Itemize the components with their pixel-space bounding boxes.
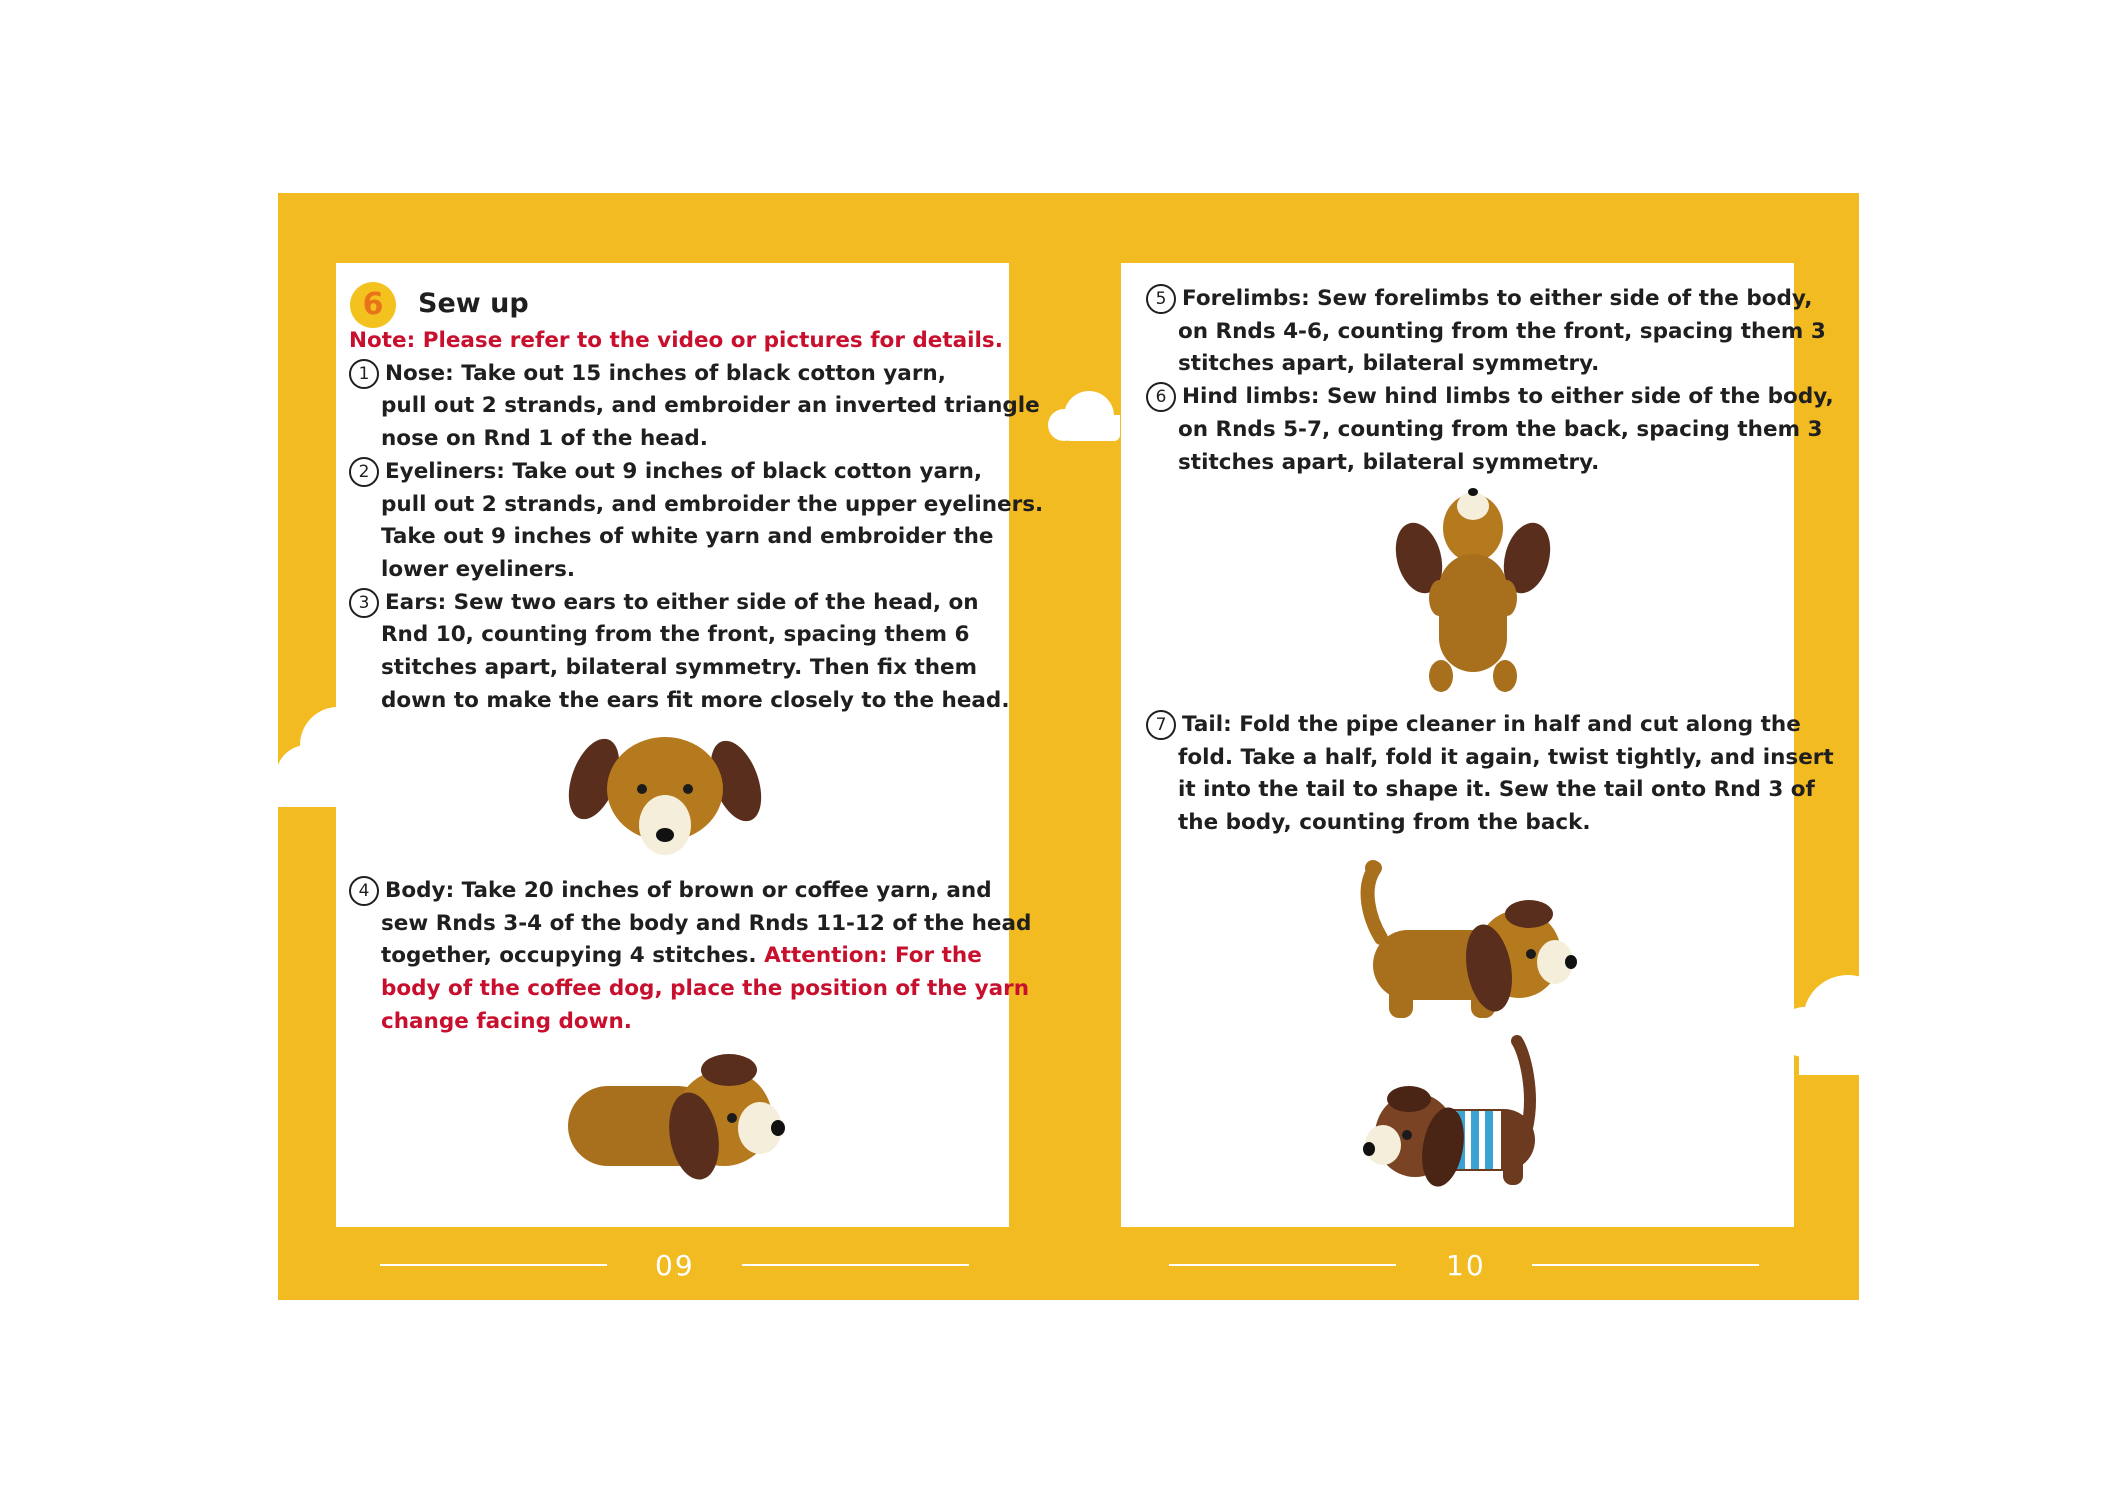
right-instructions-tail: 7 Tail: Fold the pipe cleaner in half and cut along the fold. Take a half, fold it again, twist tightly, and insert it into the tail to shape it. Sew the tail onto Rnd 3 of the body, counting from the back. xyxy=(1146,709,1834,840)
footer-divider-right-a xyxy=(1169,1264,1396,1266)
footer-divider-left-a xyxy=(380,1264,607,1266)
step-circle-number: 2 xyxy=(349,457,379,487)
instruction-item: 1 Nose: Take out 15 inches of black cotton yarn, xyxy=(349,358,1043,391)
instruction-item: 3 Ears: Sew two ears to either side of the head, on xyxy=(349,587,1043,620)
step-circle-number: 3 xyxy=(349,588,379,618)
dog-top-view-photo xyxy=(1393,488,1553,698)
left-instructions: Note: Please refer to the video or pictures for details. 1 Nose: Take out 15 inches of black cotton yarn, pull out 2 strands, and embroider an inverted triangle nose on Rnd 1 of the head. 2 Eyeliners: Take out 9 inches of black cotton yarn, pull out 2 strands, and embroider the upper eyeliners. Take out 9 inches of white yarn and embroider the lower eyeliners. 3 Ears: Sew two ears to either side of the head, on Rnd 10, counting from the front, spacing them 6 stitches apart, bilateral symmetry. Then fix them down to make the ears fit more closely to the head. xyxy=(349,325,1043,717)
dog-finished-coffee-photo xyxy=(1357,1033,1557,1213)
booklet-spread xyxy=(278,193,1859,1300)
left-page xyxy=(336,263,1044,1227)
dog-head-body-photo xyxy=(564,1048,814,1198)
instruction-item: 2 Eyeliners: Take out 9 inches of black cotton yarn, xyxy=(349,456,1043,489)
step-circle-number: 5 xyxy=(1146,284,1176,314)
page-number-right: 10 xyxy=(1446,1249,1486,1282)
step-circle-number: 6 xyxy=(1146,382,1176,412)
footer-divider-right-b xyxy=(1532,1264,1759,1266)
instruction-item: 6 Hind limbs: Sew hind limbs to either side of the body, xyxy=(1146,381,1834,414)
step-title: Sew up xyxy=(418,288,529,319)
instruction-item: 4 Body: Take 20 inches of brown or coffee yarn, and xyxy=(349,875,1031,908)
right-instructions: 5 Forelimbs: Sew forelimbs to either side of the body, on Rnds 4-6, counting from the front, spacing them 3 stitches apart, bilateral symmetry. 6 Hind limbs: Sew hind limbs to either side of the body, on Rnds 5-7, counting from the back, spacing them 3 stitches apart, bilateral symmetry. xyxy=(1146,283,1834,479)
dog-head-photo xyxy=(564,729,764,859)
dog-finished-brown-photo xyxy=(1351,858,1591,1038)
step-number-badge: 6 xyxy=(350,282,396,328)
step-circle-number: 7 xyxy=(1146,710,1176,740)
left-instructions-body: 4 Body: Take 20 inches of brown or coffee yarn, and sew Rnds 3-4 of the body and Rnds 11-12 of the head together, occupying 4 stitches. Attention: For the body of the coffee dog, place the position of the yarn change facing down. xyxy=(349,875,1031,1039)
step-circle-number: 1 xyxy=(349,359,379,389)
instruction-item: 5 Forelimbs: Sew forelimbs to either side of the body, xyxy=(1146,283,1834,316)
step-circle-number: 4 xyxy=(349,876,379,906)
page-number-left: 09 xyxy=(655,1249,695,1282)
footer-divider-left-b xyxy=(742,1264,969,1266)
instruction-item: 7 Tail: Fold the pipe cleaner in half and cut along the xyxy=(1146,709,1834,742)
right-page xyxy=(1121,263,1834,1227)
note-text: Note: Please refer to the video or pictures for details. xyxy=(349,328,1003,353)
